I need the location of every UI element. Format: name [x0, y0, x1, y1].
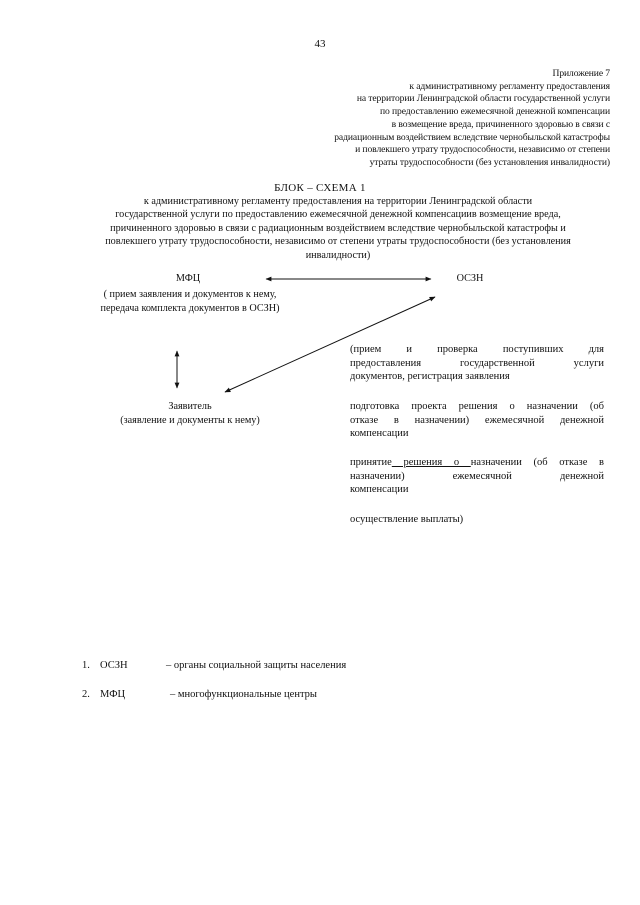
legend-definition: – органы социальной защиты населения	[166, 660, 347, 671]
legend-term: МФЦ	[100, 689, 126, 700]
appendix-line: радиационным воздействием вследствие чернобыльской катастрофы	[334, 131, 610, 143]
subtitle-line: причиненного здоровью в связи с радиационным воздействием вследствие чернобыльской катастрофы и	[110, 222, 566, 234]
step-line: подготовка проекта решения о назначении (об	[350, 401, 604, 412]
step-payment	[350, 513, 604, 527]
mfc-desc-line: ( прием заявления и документов к нему,	[103, 289, 277, 300]
appendix-line: на территории Ленинградской области государственной услуги	[356, 93, 610, 105]
appendix-line: к административному регламенту предоставления	[409, 80, 610, 92]
page-number: 43	[314, 38, 326, 50]
appendix-line: Приложение 7	[552, 68, 610, 79]
node-applicant	[60, 400, 320, 427]
appendix-line: утраты трудоспособности (без установления инвалидности)	[369, 156, 610, 168]
subtitle-line: инвалидности)	[305, 249, 371, 261]
legend-definition: – многофункциональные центры	[170, 689, 317, 700]
legend-number: 2.	[82, 689, 90, 700]
step-line: (прием и проверка поступивших для	[350, 344, 604, 355]
decision-text: принятие	[350, 457, 392, 468]
step-line: компенсации	[350, 428, 409, 440]
mfc-desc-line: передача комплекта документов в ОСЗН)	[100, 302, 280, 314]
step-line: компенсации	[350, 484, 409, 496]
step-reception	[350, 343, 604, 384]
legend-number: 1.	[82, 660, 90, 671]
decision-underlined-text: решения о	[391, 457, 471, 468]
step-decision	[350, 456, 604, 497]
applicant-description: (заявление и документы к нему)	[120, 414, 260, 426]
applicant-title: Заявитель	[168, 401, 212, 412]
appendix-line: и повлекшего утрату трудоспособности, независимо от степени	[355, 144, 610, 156]
step-line	[350, 456, 604, 470]
step-line: отказе в назначении) ежемесячной денежной	[350, 414, 604, 426]
step-line: осуществление выплаты)	[350, 514, 464, 525]
step-line: документов, регистрация заявления	[350, 371, 510, 383]
node-oszn-title: ОСЗН	[456, 273, 484, 284]
appendix-line: в возмещение вреда, причиненного здоровью в связи с	[391, 118, 610, 130]
step-line: назначении) ежемесячной денежной	[350, 470, 604, 482]
step-line: предоставления государственной услуги	[350, 357, 604, 369]
subtitle-line: государственной услуги по предоставлению ежемесячной денежной компенсациив возмещение вреда,	[115, 209, 561, 221]
decision-text: назначении (об отказе в	[470, 457, 604, 468]
node-mfc-title: МФЦ	[175, 273, 201, 284]
step-draft-decision	[350, 400, 604, 441]
appendix-line: по предоставлению ежемесячной денежной компенсации	[379, 106, 610, 118]
legend-term: ОСЗН	[100, 660, 128, 671]
subtitle-line: к административному регламенту предоставления на территории Ленинградской области	[143, 196, 533, 207]
node-mfc-description	[40, 288, 340, 315]
scheme-title: БЛОК – СХЕМА 1	[274, 182, 366, 194]
subtitle-line: повлекшего утрату трудоспособности, независимо от степени утраты трудоспособности (без установления	[105, 236, 571, 248]
